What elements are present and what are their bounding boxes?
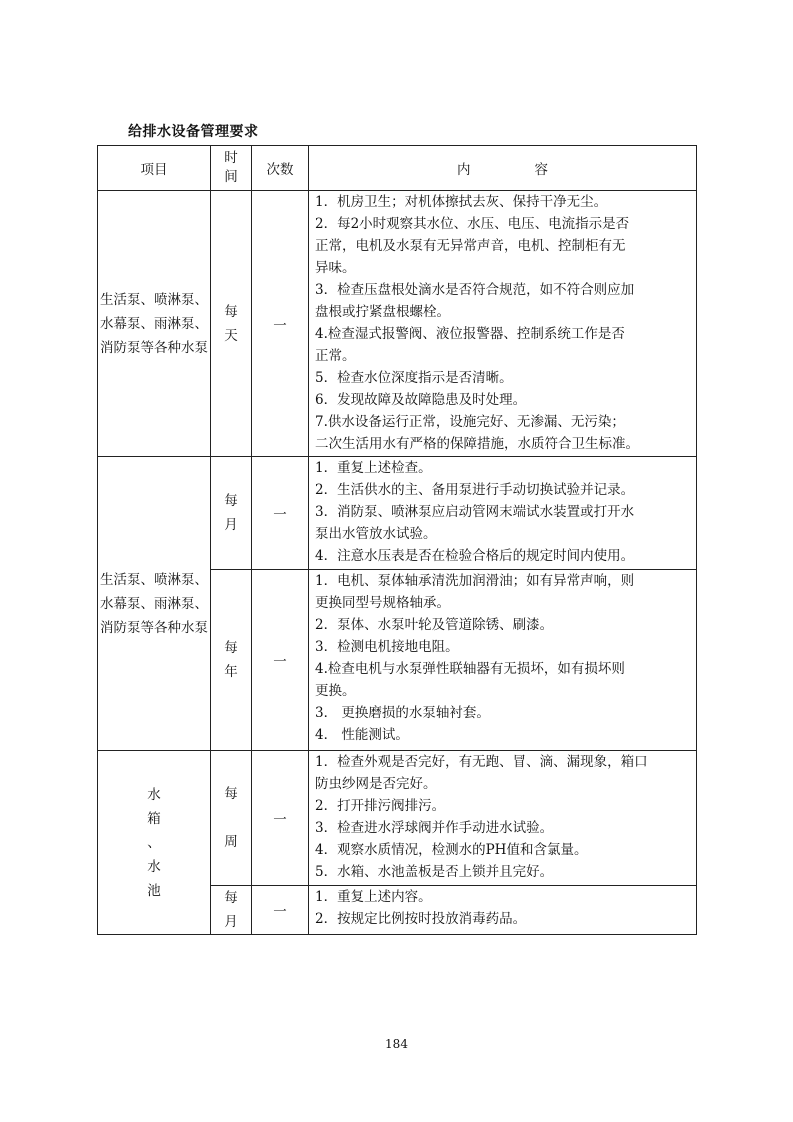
- content-line: 1．重复上述检查。: [315, 460, 432, 476]
- header-content-left: 内: [457, 162, 471, 178]
- content-cell: [309, 886, 697, 935]
- content-line: 盘根或拧紧盘根螺栓。: [315, 304, 450, 320]
- content-line: 6．发现故障及故障隐患及时处理。: [315, 392, 527, 408]
- count-cell: 一: [252, 457, 309, 570]
- frequency-line: 月: [224, 914, 238, 930]
- content-line: 7.供水设备运行正常，设施完好、无渗漏、无污染；: [315, 414, 625, 430]
- frequency-cell: [211, 191, 252, 457]
- item-char: 箱: [147, 810, 161, 827]
- content-line: 4.检查电机与水泵弹性联轴器有无损坏，如有损坏则: [315, 661, 625, 677]
- item-char: 水: [147, 786, 161, 803]
- content-line: 3． 更换磨损的水泵轴衬套。: [315, 705, 490, 721]
- header-time-line2: 间: [224, 169, 238, 185]
- item-char: 水: [147, 858, 161, 875]
- item-cell: 生活泵、喷淋泵、水幕泵、雨淋泵、消防泵等各种水泵: [98, 457, 211, 751]
- header-content-right: 容: [534, 162, 548, 178]
- content-line: 2．每2小时观察其水位、水压、电压、电流指示是否: [315, 216, 630, 232]
- content-line: 正常，电机及水泵有无异常声音，电机、控制柜有无: [315, 238, 626, 254]
- table-header-row: [98, 146, 697, 191]
- item-char: 池: [147, 882, 161, 899]
- frequency-line: 每: [224, 640, 238, 656]
- equipment-requirements-table: [97, 145, 697, 935]
- content-cell: [309, 457, 697, 570]
- content-line: 4.检查湿式报警阀、液位报警器、控制系统工作是否: [315, 326, 625, 342]
- count-cell: 一: [252, 191, 309, 457]
- content-cell: [309, 191, 697, 457]
- content-line: 泵出水管放水试验。: [315, 526, 437, 542]
- content-line: 3．消防泵、喷淋泵应启动管网末端试水装置或打开水: [315, 504, 635, 520]
- header-content: [309, 146, 697, 191]
- content-line: 1．电机、泵体轴承清洗加润滑油；如有异常声响，则: [315, 573, 635, 589]
- frequency-line: 每: [224, 493, 238, 509]
- item-cell: [98, 751, 211, 935]
- header-time: [211, 146, 252, 191]
- content-line: 更换同型号规格轴承。: [315, 595, 450, 611]
- content-line: 防虫纱网是否完好。: [315, 776, 437, 792]
- content-line: 异味。: [315, 260, 356, 276]
- header-item: 项目: [98, 146, 211, 191]
- content-line: 2．生活供水的主、备用泵进行手动切换试验并记录。: [315, 482, 635, 498]
- header-count: 次数: [252, 146, 309, 191]
- table-row: [98, 751, 697, 886]
- page-title: 给排水设备管理要求: [128, 124, 259, 140]
- frequency-line: 每: [224, 303, 238, 320]
- frequency-cell: [211, 457, 252, 570]
- content-cell: [309, 751, 697, 886]
- content-line: 3．检测电机接地电阻。: [315, 639, 459, 655]
- content-line: 4．观察水质情况，检测水的PH值和含氯量。: [315, 842, 588, 858]
- header-time-line1: 时: [224, 150, 238, 166]
- frequency-cell: [211, 751, 252, 886]
- content-line: 正常。: [315, 348, 356, 364]
- content-line: 2．泵体、水泵叶轮及管道除锈、刷漆。: [315, 617, 554, 633]
- content-line: 1．重复上述内容。: [315, 889, 432, 905]
- frequency-line: 天: [224, 327, 238, 344]
- count-cell: 一: [252, 886, 309, 935]
- content-line: 二次生活用水有严格的保障措施，水质符合卫生标准。: [315, 436, 639, 452]
- count-cell: 一: [252, 570, 309, 751]
- table-row: [98, 457, 697, 570]
- content-line: 5．水箱、水池盖板是否上锁并且完好。: [315, 864, 554, 880]
- content-line: 2．按规定比例按时投放消毒药品。: [315, 911, 527, 927]
- frequency-line: 年: [224, 664, 238, 680]
- content-cell: [309, 570, 697, 751]
- content-line: 2．打开排污阀排污。: [315, 798, 446, 814]
- frequency-line: 月: [224, 517, 238, 533]
- content-line: 5．检查水位深度指示是否清晰。: [315, 370, 513, 386]
- frequency-line: 每: [224, 786, 238, 802]
- page-number: 184: [385, 1037, 408, 1051]
- content-line: 3．检查进水浮球阀并作手动进水试验。: [315, 820, 554, 836]
- count-cell: 一: [252, 751, 309, 886]
- content-line: 3．检查压盘根处滴水是否符合规范，如不符合则应加: [315, 282, 635, 298]
- table-row: [98, 191, 697, 457]
- content-line: 1．机房卫生；对机体擦拭去灰、保持干净无尘。: [315, 194, 608, 210]
- frequency-line: 周: [224, 834, 238, 850]
- content-line: 4．注意水压表是否在检验合格后的规定时间内使用。: [315, 548, 635, 564]
- item-char: 、: [147, 834, 161, 851]
- content-line: 1．检查外观是否完好，有无跑、冒、滴、漏现象，箱口: [315, 754, 648, 770]
- item-cell: 生活泵、喷淋泵、水幕泵、雨淋泵、消防泵等各种水泵: [98, 191, 211, 457]
- content-line: 4． 性能测试。: [315, 727, 409, 743]
- frequency-line: 每: [224, 890, 238, 906]
- frequency-cell: [211, 886, 252, 935]
- content-line: 更换。: [315, 683, 356, 699]
- frequency-cell: [211, 570, 252, 751]
